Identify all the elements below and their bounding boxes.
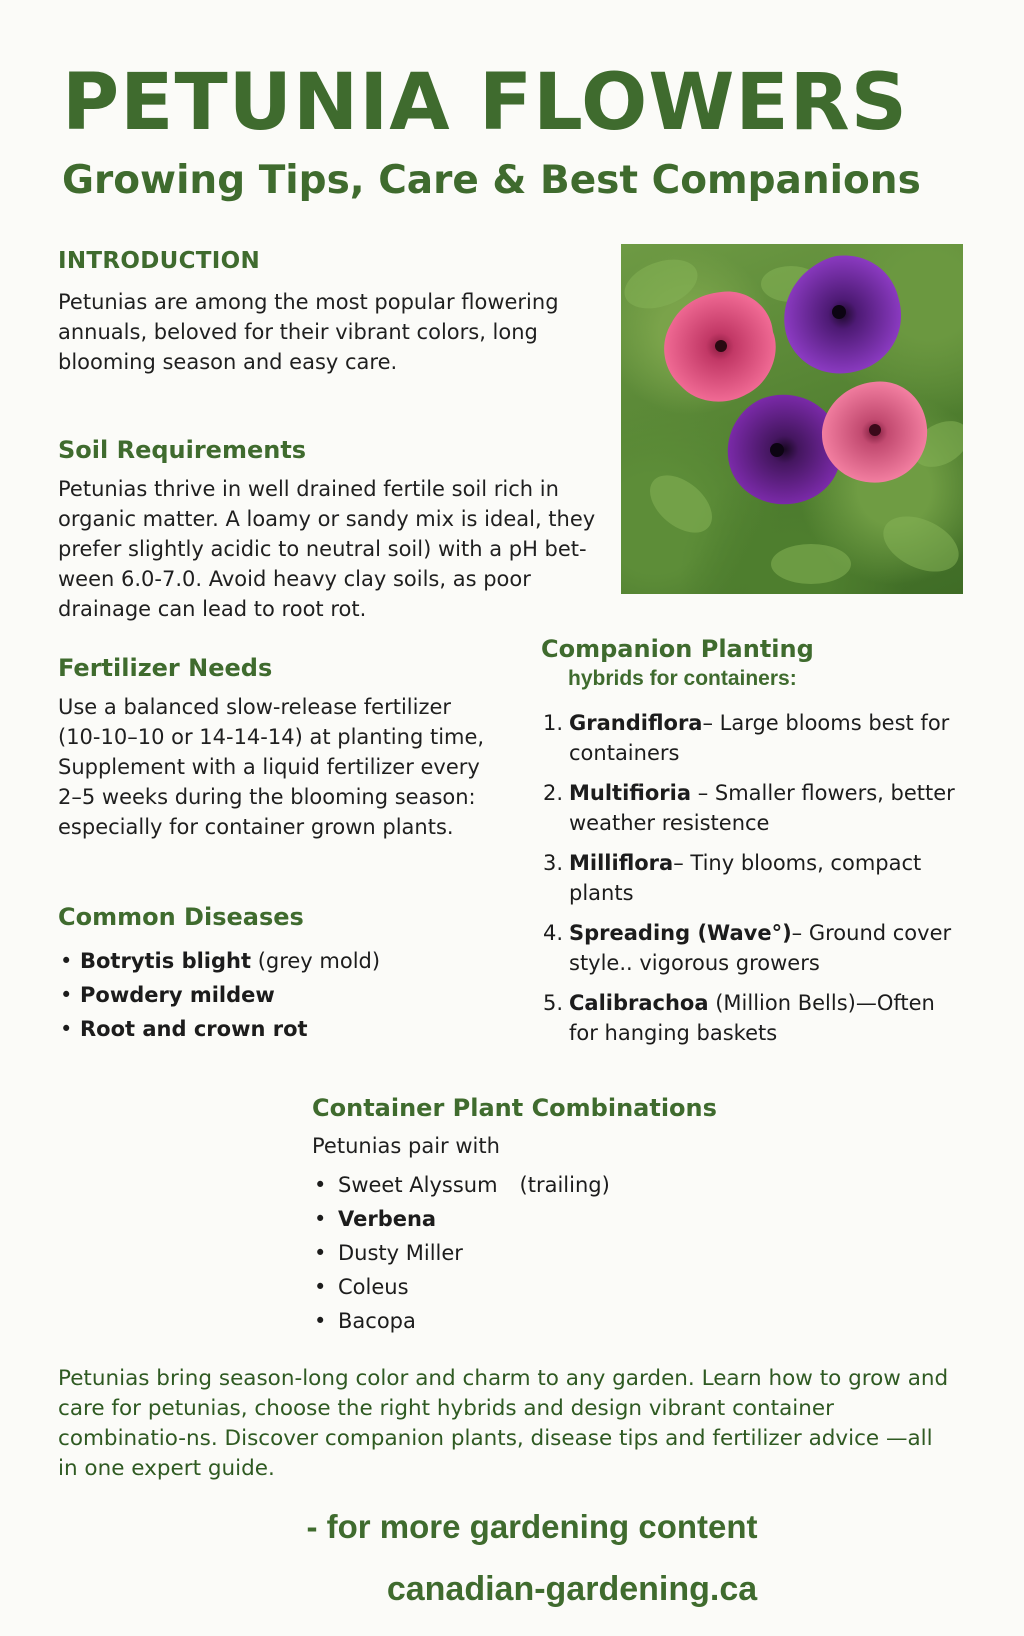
hybrid-item: 5. Calibrachoa (Million Bells)—Often for hanging baskets xyxy=(543,991,935,1045)
hybrid-item: 2. Multifioria – Smaller flowers, better weather resistence xyxy=(543,781,955,835)
flower-pink-1 xyxy=(664,291,776,401)
petunia-photo-icon xyxy=(621,244,963,594)
page-title: PETUNIA FLOWERS xyxy=(62,58,908,148)
container-item: • Dusty Miller xyxy=(312,1238,732,1272)
container-item: • Bacopa xyxy=(312,1306,732,1340)
soil-text: Petunias thrive in well drained fertile soil rich in organic matter. A loamy or sandy mix is ideal, they prefer slightly acidic to neutral soil) with a pH bet-ween 6.0-7.0. Avoid heavy clay soils, as poor drainage can lead to root rot. xyxy=(58,477,596,621)
footer-site-link[interactable]: canadian-gardening.ca xyxy=(386,1570,758,1608)
container-list xyxy=(312,1170,732,1340)
footer-tagline: - for more gardening content xyxy=(306,1508,758,1545)
container-item: • Sweet Alyssum (trailing) xyxy=(312,1170,732,1204)
companion-subheading: hybrids for containers: xyxy=(568,667,797,690)
disease-item: • Powdery mildew xyxy=(58,980,518,1014)
companion-heading: Companion Planting xyxy=(541,635,814,663)
hybrid-item: 3. Milliflora– Tiny blooms, compact plants xyxy=(543,851,922,905)
page-subtitle: Growing Tips, Care & Best Companions xyxy=(62,158,921,203)
fertilizer-text: Use a balanced slow-release fertilizer (10-10–10 or 14-14-14) at planting time, Supplement with a liquid fertilizer every 2–5 weeks during the blooming season: especially for container grown plants. xyxy=(58,695,485,839)
disease-item: • Root and crown rot xyxy=(58,1014,518,1048)
hybrid-item: 4. Spreading (Wave°)– Ground cover style.. vigorous growers xyxy=(543,921,952,975)
intro-heading: INTRODUCTION xyxy=(58,248,261,274)
container-intro: Petunias pair with xyxy=(312,1134,500,1158)
hybrids-list xyxy=(543,708,963,1058)
container-item: • Coleus xyxy=(312,1272,732,1306)
hybrid-item: 1. Grandiflora– Large blooms best for containers xyxy=(543,711,950,765)
container-heading: Container Plant Combinations xyxy=(312,1094,717,1122)
disease-item: • Botrytis blight (grey mold) xyxy=(58,946,518,980)
diseases-heading: Common Diseases xyxy=(58,903,304,931)
diseases-list xyxy=(58,946,518,1048)
intro-text: Petunias are among the most popular flowering annuals, beloved for their vibrant colors, long blooming season and easy care. xyxy=(58,290,559,374)
fertilizer-heading: Fertilizer Needs xyxy=(58,654,273,682)
container-item: • Verbena xyxy=(312,1204,732,1238)
summary-text: Petunias bring season-long color and charm to any garden. Learn how to grow and care for petunias, choose the right hybrids and design vibrant container combinatio-ns. Discover companion plants, disease tips and fertilizer advice —all in one expert guide. xyxy=(58,1366,949,1481)
soil-heading: Soil Requirements xyxy=(58,436,307,464)
